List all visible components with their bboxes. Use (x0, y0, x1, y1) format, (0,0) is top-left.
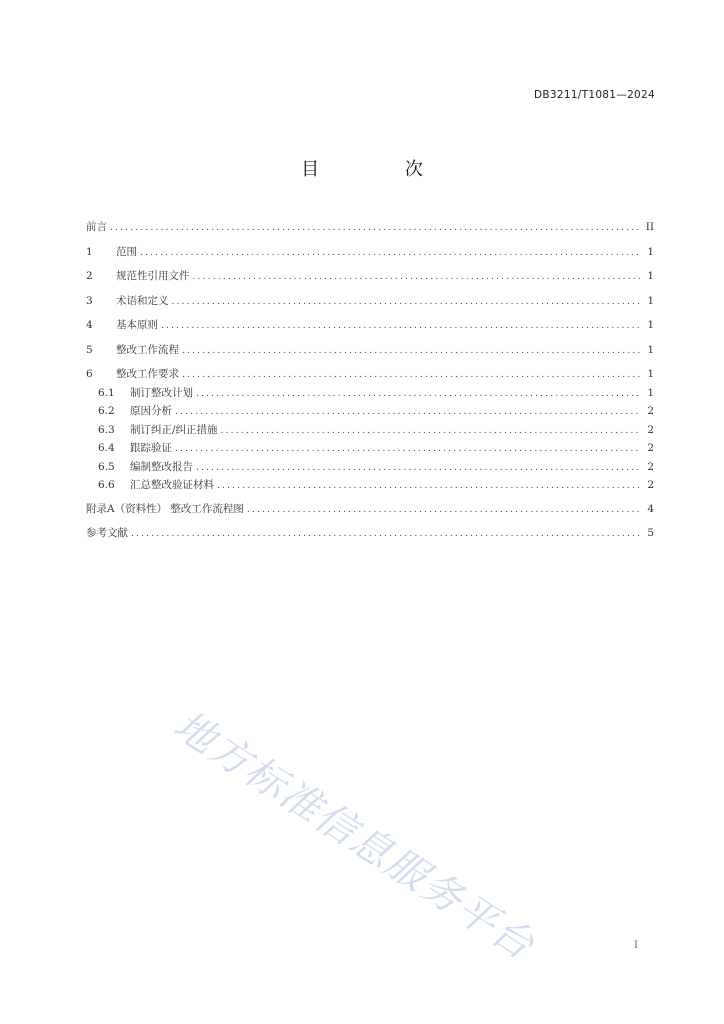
toc-entry-2[interactable] (86, 268, 654, 293)
toc-number: 6.5 (98, 460, 115, 473)
toc-number: 6.3 (98, 423, 115, 436)
toc-page: 2 (647, 460, 654, 473)
toc-entry-6-6[interactable] (86, 477, 654, 496)
toc-leader (110, 223, 641, 233)
toc-entry-foreword[interactable] (86, 219, 654, 244)
toc-label: 原因分析 (130, 405, 172, 417)
toc-page: 4 (647, 502, 654, 515)
toc-page: 1 (647, 245, 654, 258)
toc-label: 参考文献 (86, 527, 128, 539)
toc-page: 1 (647, 294, 654, 307)
toc-page: 2 (647, 405, 654, 417)
toc-label: 汇总整改验证材料 (130, 479, 214, 491)
toc-number: 6 (86, 368, 93, 380)
toc-leader (140, 248, 641, 258)
table-of-contents (86, 219, 654, 550)
toc-label: 整改工作流程 (116, 343, 179, 356)
toc-page: 1 (647, 319, 654, 331)
standard-code: DB3211/T1081—2024 (533, 89, 655, 101)
toc-page: 1 (647, 368, 654, 380)
toc-page: 1 (647, 270, 654, 282)
toc-label: 跟踪验证 (130, 442, 172, 454)
toc-number: 6.4 (98, 442, 115, 454)
toc-label: 编制整改报告 (130, 460, 193, 473)
toc-leader (196, 389, 641, 399)
toc-leader (247, 505, 641, 515)
page-title: 目 次 (301, 159, 463, 180)
toc-entry-appendix-a[interactable] (86, 501, 654, 526)
toc-leader (196, 463, 641, 473)
toc-number: 1 (86, 245, 93, 258)
toc-label: 附录A（资料性） 整改工作流程图 (86, 502, 244, 515)
toc-leader (217, 481, 641, 491)
page-number: I (634, 940, 638, 951)
toc-label: 整改工作要求 (116, 368, 179, 380)
toc-entry-1[interactable] (86, 244, 654, 269)
toc-leader (161, 321, 641, 331)
toc-page: 1 (647, 386, 654, 399)
toc-number: 3 (86, 294, 93, 307)
toc-entry-5[interactable] (86, 342, 654, 367)
toc-leader (221, 426, 641, 436)
toc-page: 2 (647, 423, 654, 436)
toc-page: 2 (647, 479, 654, 491)
toc-label: 制订纠正/纠正措施 (130, 423, 218, 436)
toc-label: 基本原则 (116, 319, 158, 331)
toc-label: 前言 (86, 221, 107, 233)
toc-leader (182, 346, 641, 356)
toc-number: 6.6 (98, 479, 115, 491)
toc-leader (193, 272, 642, 282)
toc-entry-6-4[interactable] (86, 440, 654, 459)
toc-number: 4 (86, 319, 93, 331)
toc-entry-6-2[interactable] (86, 403, 654, 422)
toc-number: 6.2 (98, 405, 115, 417)
toc-label: 规范性引用文件 (116, 270, 190, 282)
toc-leader (131, 529, 641, 539)
toc-leader (175, 407, 641, 417)
toc-entry-6-5[interactable] (86, 459, 654, 478)
toc-number: 6.1 (98, 386, 115, 399)
toc-entry-references[interactable] (86, 525, 654, 550)
toc-page: 5 (647, 527, 654, 539)
toc-entry-4[interactable] (86, 317, 654, 342)
toc-leader (182, 370, 641, 380)
toc-entry-3[interactable] (86, 293, 654, 318)
toc-page: 2 (647, 442, 654, 454)
toc-page: 1 (647, 343, 654, 356)
toc-page: II (645, 221, 654, 233)
toc-number: 2 (86, 270, 93, 282)
toc-label: 制订整改计划 (130, 386, 193, 399)
toc-entry-6-1[interactable] (86, 385, 654, 404)
toc-leader (172, 297, 642, 307)
toc-leader (175, 444, 641, 454)
toc-label: 范围 (116, 245, 137, 258)
watermark: 地方标准信息服务平台 (165, 702, 543, 970)
toc-label: 术语和定义 (116, 294, 169, 307)
toc-number: 5 (86, 343, 93, 356)
toc-entry-6-3[interactable] (86, 422, 654, 441)
